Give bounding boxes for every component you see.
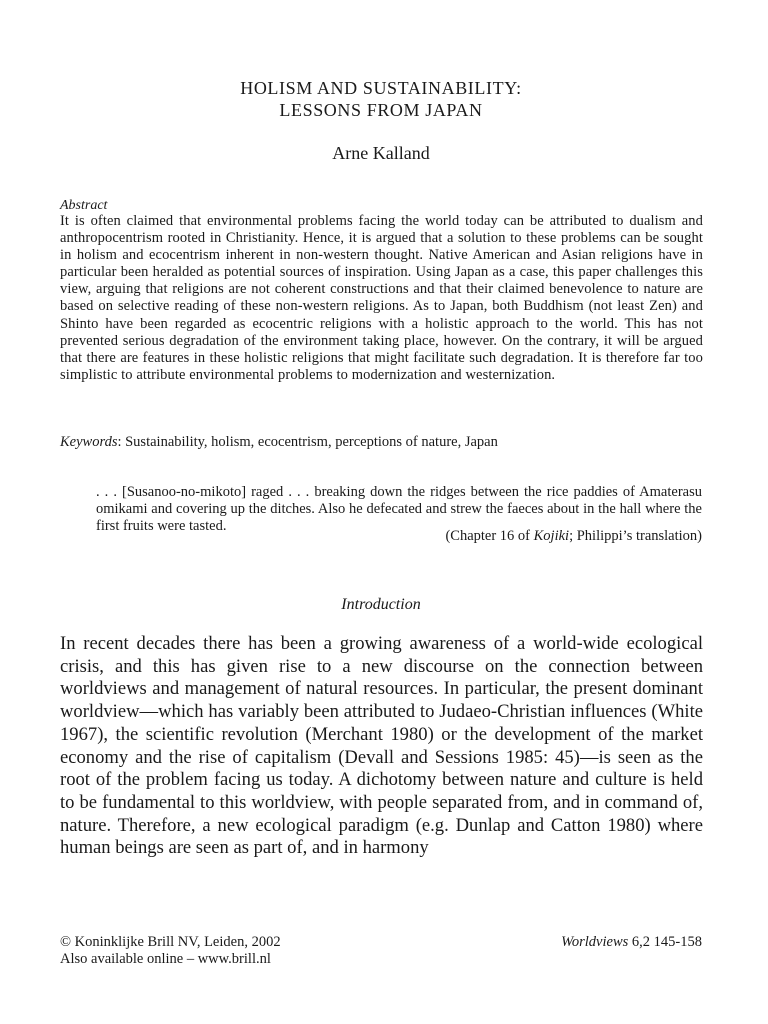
epigraph-source-work: Kojiki bbox=[533, 528, 570, 544]
paper-title-line-2: LESSONS FROM JAPAN bbox=[279, 100, 483, 120]
footer-publisher bbox=[60, 934, 281, 968]
section-heading-introduction: Introduction bbox=[341, 596, 421, 613]
author-name: Arne Kalland bbox=[332, 143, 430, 163]
paper-title-line-1: HOLISM AND SUSTAINABILITY: bbox=[240, 78, 522, 98]
footer-copyright: © Koninklijke Brill NV, Leiden, 2002 bbox=[60, 934, 281, 950]
footer-journal-citation bbox=[561, 934, 702, 951]
footer-journal-name: Worldviews bbox=[561, 934, 629, 950]
abstract-text: It is often claimed that environmental problems facing the world today can be attributed to dualism and anthropocentrism rooted in Christianity. Hence, it is argued that a solution to these problems can be sought in holism and ecocentrism inherent in non-western thought. Native American and Asian religions have in particular been heralded as potential sources of inspiration. Using Japan as a case, this paper challenges this view, arguing that religions are not coherent constructions and that their claimed benevolence to nature are based on selective reading of these non-western religions. As to Japan, both Buddhism (not least Zen) and Shinto have been regarded as ecocentric religions with a holistic approach to the world. This has not prevented serious degradation of the environment taking place, however. On the contrary, it will be argued that there are features in these holistic religions that might facilitate such degradation. It is therefore far too simplistic to attribute environmental problems to modernization and westernization. bbox=[60, 213, 703, 383]
keywords-label: Keywords bbox=[60, 434, 118, 450]
epigraph-source-suffix: ; Philippi’s translation) bbox=[569, 528, 702, 544]
abstract-label: Abstract bbox=[60, 198, 108, 213]
epigraph-quote: . . . [Susanoo-no-mikoto] raged . . . breaking down the ridges between the rice paddies of Amaterasu omikami and covering up the ditches. Also he defecated and strew the faeces about in the hall where the first fruits were tasted. bbox=[96, 484, 702, 534]
keywords bbox=[60, 433, 703, 451]
footer-online: Also available online – www.brill.nl bbox=[60, 951, 271, 967]
epigraph-source bbox=[445, 528, 702, 545]
epigraph-source-prefix: (Chapter 16 of bbox=[445, 528, 534, 544]
footer-volume-pages: 6,2 145-158 bbox=[628, 934, 702, 950]
keywords-list: : Sustainability, holism, ecocentrism, perceptions of nature, Japan bbox=[117, 434, 498, 450]
introduction-body-text: In recent decades there has been a growing awareness of a world-wide ecological crisis, and this has given rise to a new discourse on the connection between worldviews and management of natural resources. In particular, the present dominant worldview—which has variably been attributed to Judaeo-Christian influences (White 1967), the scientific revolution (Merchant 1980) or the development of the market economy and the rise of capitalism (Devall and Sessions 1985: 45)—is seen as the root of the problem facing us today. A dichotomy between nature and culture is held to be fundamental to this worldview, with people separated from, and in command of, nature. Therefore, a new ecological paradigm (e.g. Dunlap and Catton 1980) where human beings are seen as part of, and in harmony bbox=[60, 633, 703, 859]
